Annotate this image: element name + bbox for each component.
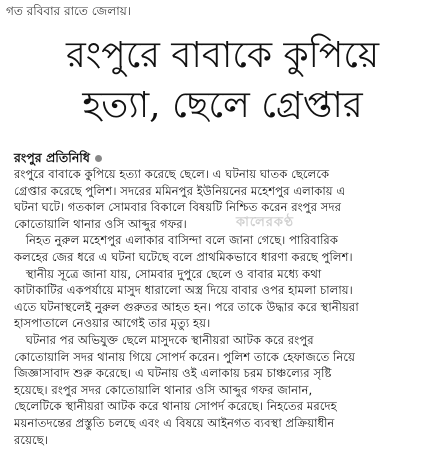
headline-line-2: হত্যা, ছেলে গ্রেপ্তার [82, 85, 363, 126]
previous-article-fragment: গত রবিবার রাতে জেলায়। [6, 4, 132, 18]
article-line: কাটাকাটির একপর্যায়ে মাসুদ ধারালো অস্ত্র দিয়ে বাবার ওপর হামলা চালায়। [14, 283, 353, 298]
headline-line-1: রংপুরে বাবাকে কুপিয়ে [65, 35, 380, 76]
article-line: গ্রেপ্তার করেছে পুলিশ। সদরের মমিনপুর ইউনিয়নের মহেশপুর এলাকায় এ [14, 183, 346, 198]
article-line: রংপুরে বাবাকে কুপিয়ে হত্যা করেছে ছেলে। এ ঘটনায় ঘাতক ছেলেকে [14, 167, 330, 181]
article-line: নিহত নুরুল মহেশপুর এলাকার বাসিন্দা বলে জানা গেছে। পারিবারিক [14, 233, 339, 248]
article-line: ছেলেটিকে স্থানীয়রা আটক করে থানায় সোপর্দ করেছে। নিহতের মরদেহ [14, 399, 337, 414]
byline [14, 150, 102, 166]
article-line: কোতোয়ালি থানার ওসি আব্দুর গফর। [14, 216, 187, 231]
article-line: কোতোয়ালি সদর থানায় গিয়ে সোপর্দ করেন। পুলিশ তাকে হেফাজতে নিয়ে [14, 349, 355, 364]
article-line: ঘটনার পর অভিযুক্ত ছেলে মাসুদকে স্থানীয়রা আটক করে রংপুর [14, 332, 314, 347]
article-line: ময়নাতদন্তের প্রস্তুতি চলছে এবং এ বিষয়ে আইনগত ব্যবস্থা প্রক্রিয়াধীন [14, 415, 335, 430]
bullet-icon [95, 155, 102, 162]
article-body [14, 166, 434, 448]
article-line: ঘটনা ঘটে। গতকাল সোমবার বিকালে বিষয়টি নিশ্চিত করেন রংপুর সদর [14, 200, 342, 215]
article-line: হয়েছে। রংপুর সদর কোতোয়ালি থানার ওসি আব্দুর গফর জানান, [14, 382, 313, 397]
headline [0, 30, 445, 130]
watermark: কালেরকণ্ঠ [236, 215, 295, 230]
article-line: জিজ্ঞাসাবাদ শুরু করেছে। এ ঘটনায় ওই এলাকায় চরম চাঞ্চল্যের সৃষ্টি [14, 366, 332, 381]
article-line: হাসপাতালে নেওয়ার আগেই তার মৃত্যু হয়। [14, 316, 211, 331]
article-line: এতে ঘটনাস্থলেই নুরুল গুরুতর আহত হন। পরে তাকে উদ্ধার করে স্থানীয়রা [14, 299, 359, 314]
article-line: স্থানীয় সূত্রে জানা যায়, সোমবার দুপুরে ছেলে ও বাবার মধ্যে কথা [14, 266, 322, 281]
article-line: কলহের জের ধরে এ ঘটনা ঘটেছে বলে প্রাথমিকভাবে ধারণা করছে পুলিশ। [14, 249, 353, 264]
article-line: রয়েছে। [14, 432, 48, 447]
byline-text: রংপুর প্রতিনিধি [14, 150, 90, 165]
